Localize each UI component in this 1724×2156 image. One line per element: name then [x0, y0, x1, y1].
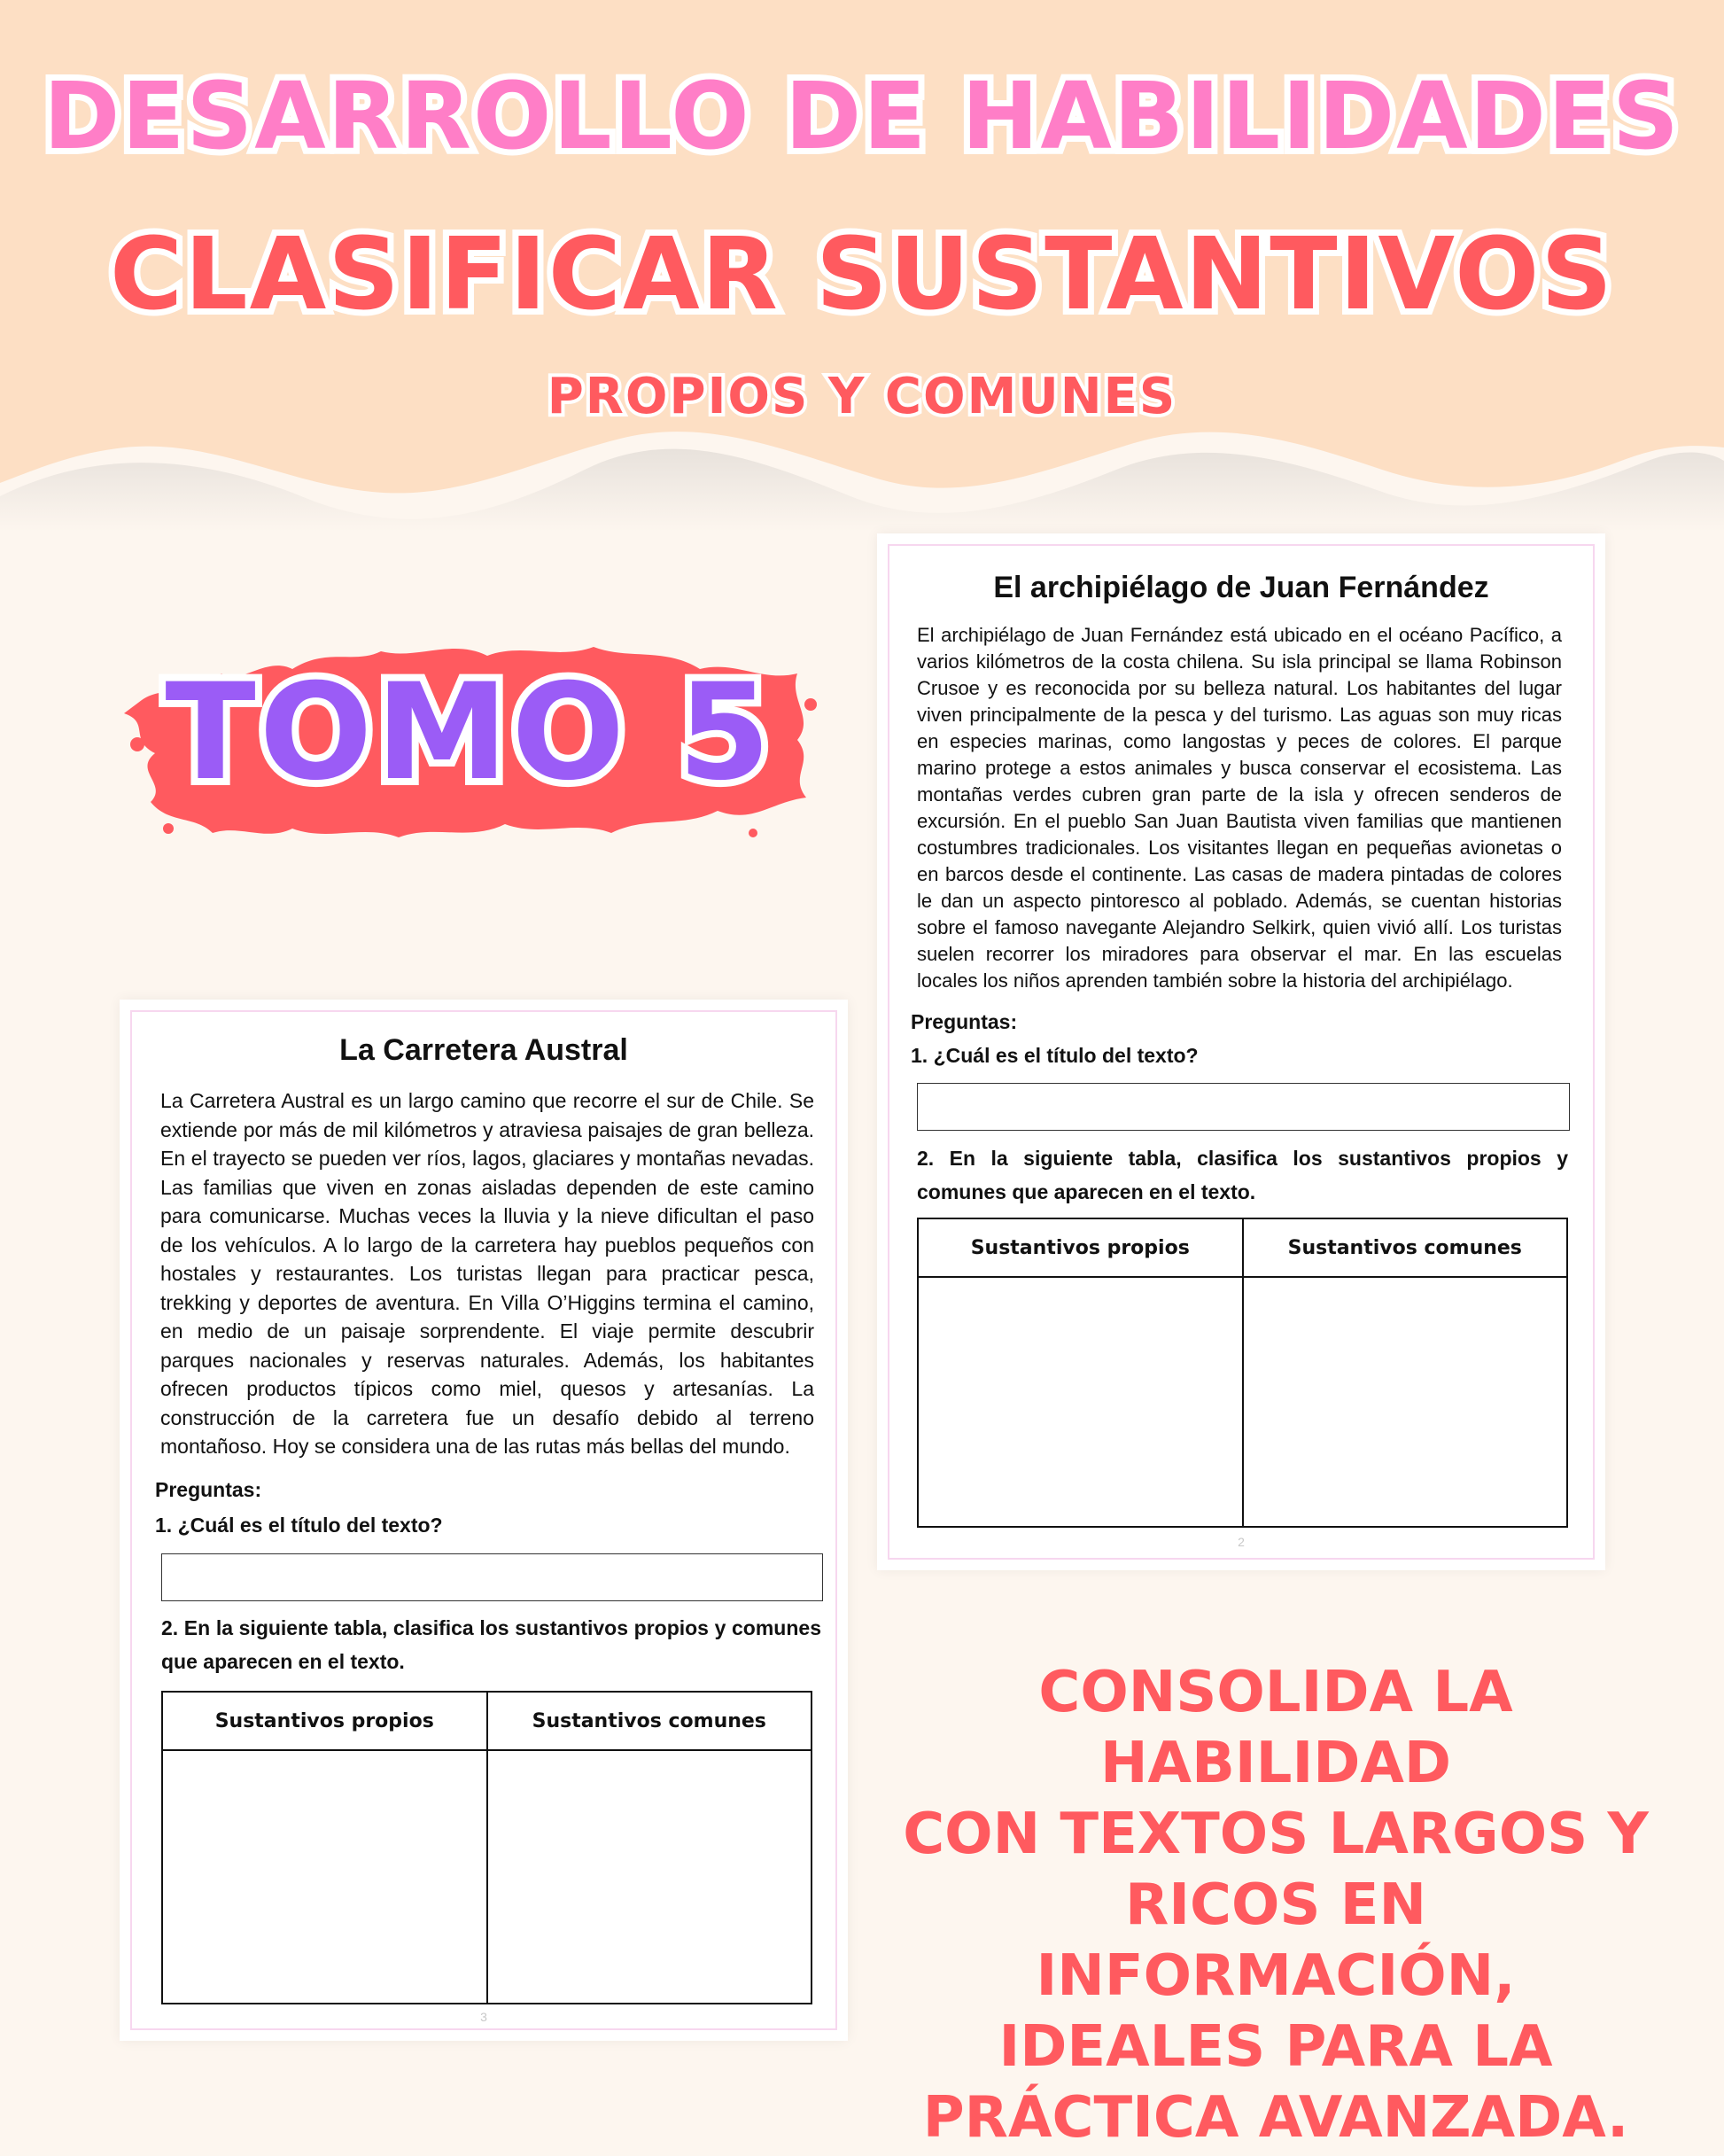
cell-propios[interactable] — [918, 1277, 1243, 1527]
column-header-propios: Sustantivos propios — [918, 1218, 1243, 1277]
promo-line-3: RICOS EN INFORMACIÓN, — [1036, 1872, 1516, 2009]
answer-input-title[interactable] — [917, 1083, 1570, 1131]
main-title-line2: CLASIFICAR SUSTANTIVOS — [110, 217, 1614, 332]
worksheet-archipielago — [877, 533, 1605, 1570]
subtitle: PROPIOS Y COMUNES — [547, 368, 1177, 425]
promo-line-1: CONSOLIDA LA HABILIDAD — [1038, 1660, 1513, 1796]
cell-comunes[interactable] — [487, 1750, 812, 2004]
promo-text — [895, 1657, 1657, 2153]
worksheet-text: El archipiélago de Juan Fernández está ubicado en el océano Pacífico, a varios kilómetros de la costa chilena. Su isla principal se llama Robinson Crusoe y es reconocida por su belleza natural. Los habitantes del lugar viven principalmente de la pesca y del turismo. Las aguas son muy ricas en especies marinas, como langostas y peces de colores. El parque marino protege a estos animales y busca conservar el ecosistema. Las montañas verdes cubren gran parte de la isla y ofrecen senderos de excursión. En el pueblo San Juan Bautista viven familias que mantienen costumbres tradicionales. Los visitantes llegan en pequeñas avionetas o en barcos desde el continente. Las casas de madera pintadas de colores le dan un aspecto pintoresco al poblado. Además, se cuentan historias sobre el famoso navegante Alejandro Selkirk, quien vivió allí. Los turistas suelen recorrer los miradores para observar el mar. En las escuelas locales los niños aprenden también sobre la historia del archipiélago. — [917, 624, 1562, 992]
header-banner — [0, 0, 1724, 549]
cell-propios[interactable] — [162, 1750, 487, 2004]
tomo-badge — [115, 620, 824, 860]
nouns-table — [917, 1218, 1568, 1528]
promo-line-5: PRÁCTICA AVANZADA. — [922, 2085, 1629, 2151]
worksheet-text: La Carretera Austral es un largo camino que recorre el sur de Chile. Se extiende por más de mil kilómetros y atraviesa paisajes de gran belleza. En el trayecto se pueden ver ríos, lagos, glaciares y montañas nevadas. Las familias que viven en zonas aisladas dependen de este camino para comunicarse. Muchas veces la lluvia y la nieve dificultan el paso de los vehículos. A lo largo de la carretera hay pueblos pequeños con hostales y restaurantes. Los turistas llegan para practicar pesca, trekking y deportes de aventura. En Villa O’Higgins termina el camino, en medio de un paisaje sorprendente. El viaje permite descubrir parques nacionales y reservas naturales. Además, los habitantes ofrecen productos típicos como miel, quesos y artesanías. La construcción de la carretera fue un desafío debido al terreno montañoso. Hoy se considera una de las rutas más bellas del mundo. — [160, 1089, 814, 1458]
worksheet-title: La Carretera Austral — [339, 1033, 628, 1067]
page-number: 3 — [480, 2010, 487, 2024]
column-header-comunes: Sustantivos comunes — [1243, 1218, 1568, 1277]
answer-input-title[interactable] — [161, 1553, 823, 1601]
question-1: 1. ¿Cuál es el título del texto? — [155, 1514, 443, 1537]
promo-line-2: CON TEXTOS LARGOS Y — [903, 1802, 1649, 1867]
question-2: 2. En la siguiente tabla, clasifica los sustantivos propios y comunes que aparecen en el texto. — [917, 1147, 1568, 1203]
questions-label: Preguntas: — [155, 1478, 262, 1501]
column-header-comunes: Sustantivos comunes — [487, 1692, 812, 1750]
cell-comunes[interactable] — [1243, 1277, 1568, 1527]
promo-line-4: IDEALES PARA LA — [998, 2014, 1553, 2080]
question-1: 1. ¿Cuál es el título del texto? — [911, 1044, 1199, 1067]
worksheet-carretera — [120, 1000, 848, 2041]
worksheet-title: El archipiélago de Juan Fernández — [993, 571, 1489, 604]
main-title-line1: DESARROLLO DE HABILIDADES — [43, 62, 1681, 170]
nouns-table — [161, 1691, 812, 2004]
questions-label: Preguntas: — [911, 1010, 1018, 1033]
tomo-label: TOMO 5 — [165, 656, 774, 810]
question-2: 2. En la siguiente tabla, clasifica los sustantivos propios y comunes que aparecen en el texto. — [161, 1616, 821, 1673]
page-number: 2 — [1238, 1535, 1245, 1549]
column-header-propios: Sustantivos propios — [162, 1692, 487, 1750]
